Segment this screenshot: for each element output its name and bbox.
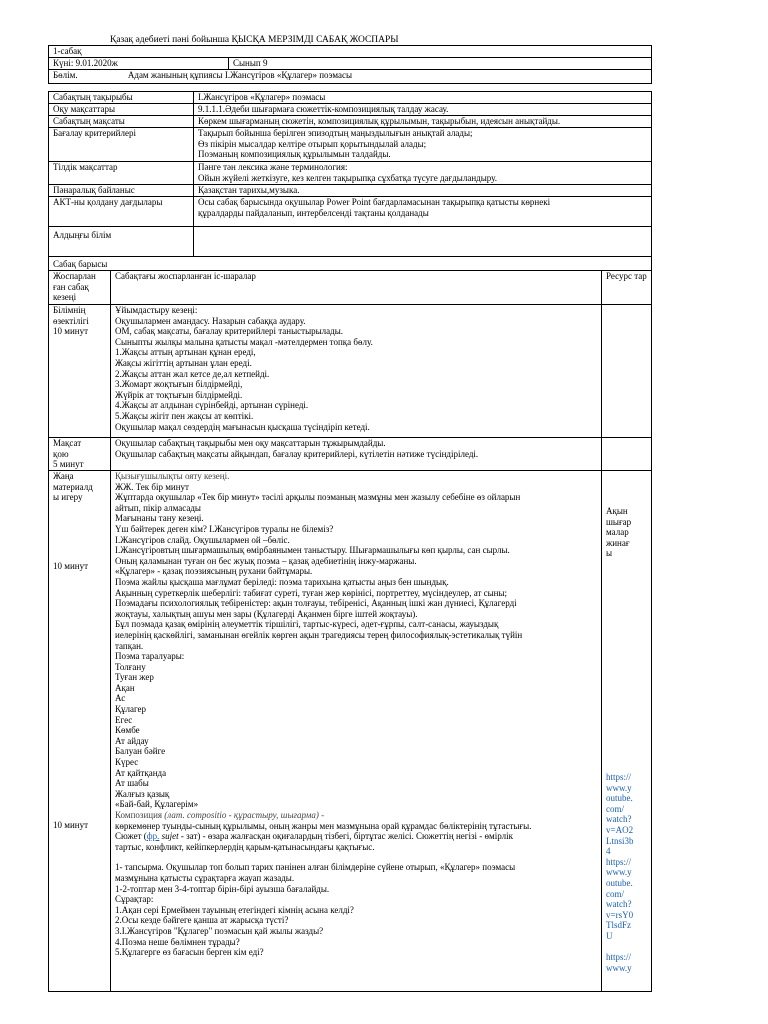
lesson-info-table: [48, 45, 652, 84]
section-value: Адам жанының құпиясы І.Жансүгіров «Құлагер» поэмасы: [127, 70, 353, 80]
activity-cell: Ұйымдастыру кезеңі: Оқушылармен амандасу. Назарын сабаққа аудару. ОМ, сабақ мақсаты, бағалау критерийлері таныстырылады. Сыныпты жылқы малына қатысты мақал -мәтелдермен топқа бөлу. 1.Жақсы аттың артынан құнан ереді, Жақсы жігіттің артынан ұлан ереді. 2.Жақсы аттан жал кетсе де,ал кетпейді. 3.Жомарт жоқтығын білдірмейді, Жүйрік ат тоқтығын білдірмейді. 4.Жақсы ат алдынан сүрінбейді, артынан сүрінеді. 5.Жақсы жігіт пен жақсы ат көптікі. Оқушылар мақал сөздердің мағынасын қысқаша түсіндіріп кетеді.: [111, 305, 602, 438]
stage-row-start: [49, 305, 652, 438]
stage-time: 10 минут: [53, 561, 89, 571]
course-label: Сабақ барысы: [49, 257, 652, 271]
info-value: Көркем шығарманың сюжетін, композициялық құрылымын, тақырыбын, идеясын анықтайды.: [194, 116, 652, 128]
section-label: Бөлім.: [53, 70, 78, 80]
resource-cell: Ақын шығар малар жинағ ы https:// www.y outube. com/ watch? v=AO2 Ltnsi3b 4 https:// www.y outube. com/ watch? v=rsY0 TlsdFz U https:// www.y: [602, 471, 652, 992]
stage-cell: Жаңа материалд ы игеру 10 минут 10 минут: [49, 471, 111, 992]
stage-time: 10 минут: [53, 820, 89, 830]
lesson-goals-table: [48, 91, 652, 271]
info-label: Бағалау критерийлері: [49, 128, 194, 162]
info-value: Қазақстан тарихы,музыка.: [194, 185, 652, 197]
info-row-prior-knowledge: [49, 227, 652, 257]
info-label: Пәнаралық байланыс: [49, 185, 194, 197]
abbr-link[interactable]: фр.: [146, 831, 160, 842]
info-label: Тілдік мақсаттар: [49, 162, 194, 185]
lesson-plan-table: [48, 270, 652, 992]
info-value: Осы сабақ барысында оқушылар Power Point бағдарламасынан тақырыпқа қатысты көрнекі құралдарды пайдаланып, интербелсенді тақтаны қолданады: [194, 197, 652, 227]
stage-cell: Білімнің өзектілігі 10 минут: [49, 305, 111, 438]
info-row-criteria: [49, 128, 652, 162]
info-row-crosscurricular: [49, 185, 652, 197]
info-row-lesson-goal: [49, 116, 652, 128]
resource-cell: [602, 438, 652, 471]
youtube-links[interactable]: https:// www.y outube. com/ watch? v=AO2 Ltnsi3b 4 https:// www.y outube. com/ watch? v=rsY0 TlsdFz U https:// www.y: [606, 772, 634, 973]
stage-cell: Мақсат қою 5 минут: [49, 438, 111, 471]
info-row-language: [49, 162, 652, 185]
activity-cell: Оқушылар сабақтың тақырыбы мен оқу мақсаттарын тұжырымдайды. Оқушылар сабақтың мақсаты айқындап, бағалау критерийлері, күтілетін нәтиже түсіндіріледі.: [111, 438, 602, 471]
info-label: Сабақтың тақырыбы: [49, 92, 194, 104]
lesson-grade: Сынып 9: [229, 58, 652, 70]
info-value: 9.1.1.1.Әдеби шығармаға сюжеттік-композициялық талдау жасау.: [194, 104, 652, 116]
resources-column-header: Ресурс тар: [602, 271, 652, 305]
page-title: Қазақ әдебиеті пәні бойынша ҚЫСҚА МЕРЗІМДІ САБАҚ ЖОСПАРЫ: [110, 35, 399, 45]
stage-row-goal: [49, 438, 652, 471]
info-label: АКТ-ны қолдану дағдылары: [49, 197, 194, 227]
lesson-number: 1-сабақ: [49, 46, 652, 58]
info-value: І.Жансүгіров «Құлагер» поэмасы: [194, 92, 652, 104]
lesson-date: Күні: 9.01.2020ж: [49, 58, 229, 70]
plot-definition: Сюжет (фр. sujet - зат) - өзара жалғасқан оқиғалардың тізбегі, біртұтас желісі. Сюжеттің негізі - өмірлік: [115, 831, 513, 842]
info-row-objectives: [49, 104, 652, 116]
plan-header-row: [49, 271, 652, 305]
resource-cell: [602, 305, 652, 438]
info-value: Тақырып бойынша берілген эпизодтың маңыздылығын анықтай алады; Өз пікірін мысалдар келтіре отырып қорытындылай алады; Поэманың композициялық құрылымын талдайды.: [194, 128, 652, 162]
info-label: Сабақтың мақсаты: [49, 116, 194, 128]
composition-definition: Композиция (лат. compositio - құрастыру, шығарма) -: [115, 810, 325, 820]
info-value: [194, 227, 652, 257]
info-label: Алдыңғы білім: [49, 227, 194, 257]
info-row-ict: [49, 197, 652, 227]
stage-row-new-material: [49, 471, 652, 992]
stage-column-header: Жоспарлан ған сабақ кезеңі: [49, 271, 111, 305]
info-label: Оқу мақсаттары: [49, 104, 194, 116]
lesson-section: [49, 70, 652, 84]
activities-column-header: Сабақтағы жоспарланған іс-шаралар: [111, 271, 602, 305]
activity-cell: Қызығушылықты ояту кезеңі. ЖЖ. Тек бір минут Жұптарда оқушылар «Тек бір минут» тәсілі арқылы поэманың мазмұны мен жазылу себебіне өз ойларын айтып, пікір алмасады Мағынаны тану кезеңі. Үш бәйтерек деген кім? І.Жансүгіров туралы не білеміз? І.Жансүгіров слайд. Оқушылармен ой –бөліс. І.Жансүгіровтың шығармашылық өмірбаянымен таныстыру. Шығармашылығы көп қырлы, сан сырлы. Оның қаламынан туған он бес жуық поэма – қазақ әдебиетінің інжу-маржаны. «Құлагер» - қазақ поэзиясының рухани бәйтұмары. Поэма жайлы қысқаша мағлұмат беріледі: поэма тарихына қатысты аңыз бен шындық. Ақынның суреткерлік шеберлігі: табиғат суреті, туған жер көрінісі, портреттеу, мүсіндеулер, ат сыны; Поэмадағы психологиялық тебіреністер: ақын толғауы, тебіренісі, Ақанның ішкі жан дүниесі, Құлагерді жоқтауы, халықтың ашуы мен зары (Құлагерді Ақанмен бірге іштей жоқтауы). Бұл поэмада қазақ өмірінің әлеуметтік тіршілігі, тартыс-күресі, әдет-ғұрпы, салт-санасы, жауыздық иелерінің қаскөйлігі, заманынан өгейлік көрген ақын трагедиясы терең философиялық-эстетикалық түйін тапқан. Поэма таралуары: Толғану Туған жер Ақан Ас Құлагер Егес Көмбе Ат айдау Балуан бәйге Күрес Ат қайтқанда Ат шабы Жалғыз қазық «Бай-бай, Құлагерім» Композиция (лат. compositio - құрастыру, шығарма) - көркемөнер туынды-сының құрылымы, оның жанры мен мазмұнына орай құрамдас бөліктерінің тұтастығы. Сюжет (фр. sujet - зат) - өзара жалғасқан оқиғалардың тізбегі, біртұтас желісі. Сюжеттің негізі - өмірлік тартыс, конфликт, кейіпкерлердің қарым-қатынасындағы қақтығыс. 1- тапсырма. Оқушылар топ болып тарих пәнінен алған білімдеріне сүйене отырып, «Құлагер» поэмасы мазмұнына қатысты сұрақтарға жауап жазады. 1-2-топтар мен 3-4-топтар бірін-бірі ауызша бағалайды. Сұрақтар: 1.Ақан сері Ермеймен тауының етегіндегі кімнің асына келді? 2.Осы кезде бәйгеге қанша ат жарысқа түсті? 3.І.Жансүгіров "Құлагер" поэмасын қай жылы жазды? 4.Поэма неше бөлімнен тұрады? 5.Құлагерге өз бағасын берген кім еді?: [111, 471, 602, 992]
info-row-topic: [49, 92, 652, 104]
info-value: Пәнге тән лексика және терминология: Ойын жүйелі жеткізуге, кез келген тақырыпқа сұхбатқа түсуге дағдыландыру.: [194, 162, 652, 185]
